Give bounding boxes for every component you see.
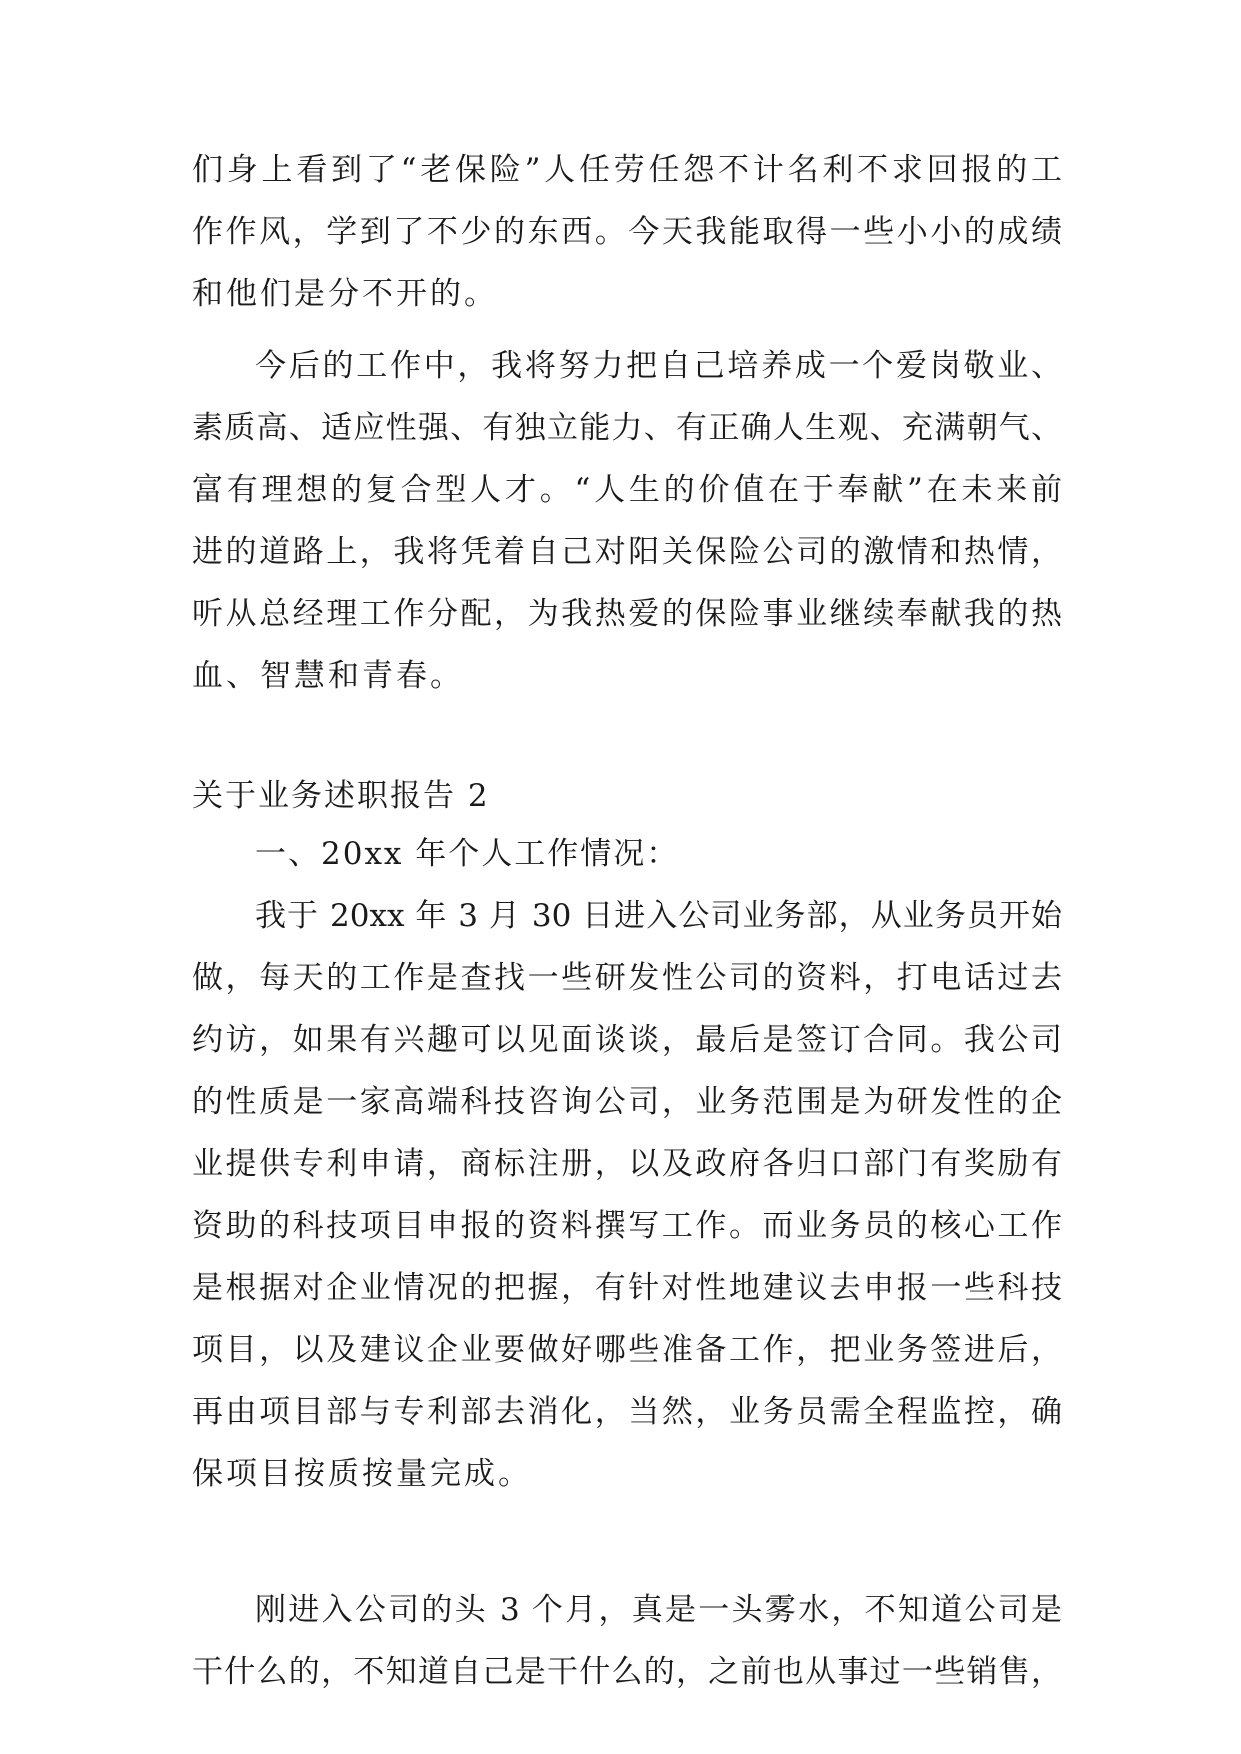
subheading: 一、20xx 年个人工作情况： [255,836,680,872]
paragraph-line: 资助的科技项目申报的资料撰写工作。而业务员的核心工作 [192,1208,1062,1244]
paragraph-line: 刚进入公司的头 3 个月，真是一头雾水，不知道公司是 [255,1592,1062,1628]
paragraph-line: 进的道路上，我将凭着自己对阳关保险公司的激情和热情， [192,534,1062,570]
paragraph-line: 我于 20xx 年 3 月 30 日进入公司业务部，从业务员开始 [255,898,1062,934]
paragraph-line: 血、智慧和青春。 [192,658,464,694]
paragraph-line: 素质高、适应性强、有独立能力、有正确人生观、充满朝气、 [192,410,1062,446]
paragraph-line: 再由项目部与专利部去消化，当然，业务员需全程监控，确 [192,1394,1062,1430]
paragraph-line: 和他们是分不开的。 [192,276,498,312]
paragraph-line: 的性质是一家高端科技咨询公司，业务范围是为研发性的企 [192,1084,1062,1120]
paragraph-line: 业提供专利申请，商标注册，以及政府各归口部门有奖励有 [192,1146,1062,1182]
paragraph-line: 富有理想的复合型人才。“人生的价值在于奉献”在未来前 [192,472,1062,508]
paragraph-line: 约访，如果有兴趣可以见面谈谈，最后是签订合同。我公司 [192,1022,1062,1058]
section-title: 关于业务述职报告 2 [192,778,490,814]
paragraph-line: 们身上看到了“老保险”人任劳任怨不计名利不求回报的工 [192,152,1062,188]
paragraph-line: 做，每天的工作是查找一些研发性公司的资料，打电话过去 [192,960,1062,996]
paragraph-line: 干什么的，不知道自己是干什么的，之前也从事过一些销售， [192,1654,1062,1690]
paragraph-line: 保项目按质按量完成。 [192,1456,532,1492]
paragraph-line: 作作风，学到了不少的东西。今天我能取得一些小小的成绩 [192,214,1062,250]
paragraph-line: 听从总经理工作分配，为我热爱的保险事业继续奉献我的热 [192,596,1062,632]
paragraph-line: 是根据对企业情况的把握，有针对性地建议去申报一些科技 [192,1270,1062,1306]
paragraph-line: 项目，以及建议企业要做好哪些准备工作，把业务签进后， [192,1332,1062,1368]
paragraph-line: 今后的工作中，我将努力把自己培养成一个爱岗敬业、 [255,348,1062,384]
